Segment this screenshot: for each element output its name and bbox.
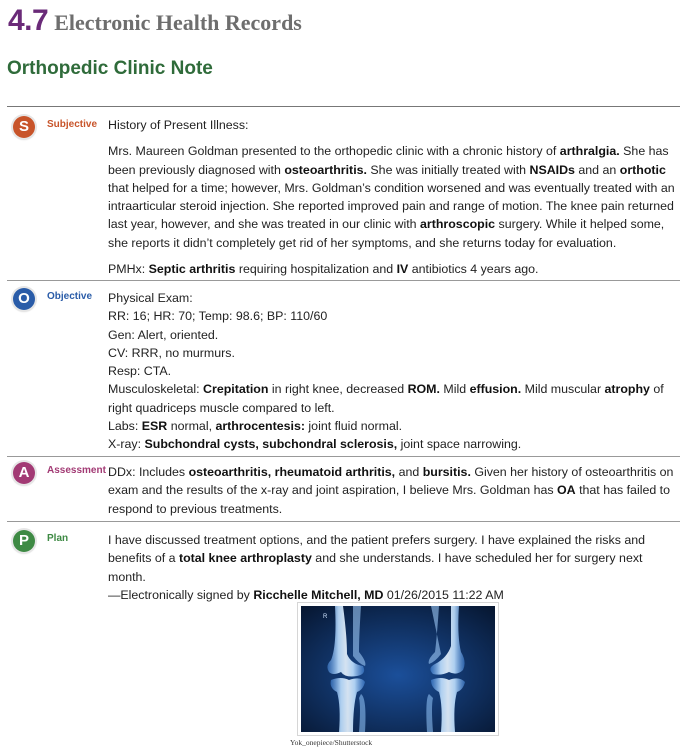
subjective-letter-badge: S (13, 116, 35, 138)
divider (7, 521, 680, 522)
gen-line: Gen: Alert, oriented. (108, 327, 219, 342)
knee-xray-illustration (301, 606, 495, 732)
pmhx-line: PMHx: Septic arthritis requiring hospitalization and IV antibiotics 4 years ago. (108, 262, 539, 277)
resp-line: Resp: CTA. (108, 364, 172, 379)
objective-label: Objective (47, 291, 93, 302)
chapter-header (8, 4, 302, 38)
assessment-letter-badge: A (13, 462, 35, 484)
divider (7, 456, 680, 457)
image-credit: Yok_onepiece/Shutterstock (290, 738, 373, 747)
divider (7, 106, 680, 107)
hpi-paragraph: Mrs. Maureen Goldman presented to the orthopedic clinic with a chronic history of arthralgia. She has been previously diagnosed with osteoarthritis. She was initially treated with NSAIDs and an orthotic that helped for a time; however, Mrs. Goldman’s condition worsened and was eventually treated with an intraarticular steroid injection. She reported improved pain and range of motion. The knee pain returned last year, however, and she was treated in our clinic with arthroscopic surgery. While it helped some, she reports it didn’t completely get rid of her symptoms, and she returns today for evaluation. (108, 144, 675, 250)
assessment-body (108, 463, 680, 518)
assessment-paragraph: DDx: Includes osteoarthritis, rheumatoid arthritis, and bursitis. Given her history of osteoarthritis on exam and the results of the x-ray and joint aspiration, I believe Mrs. Goldman has OA that has failed to respond to previous treatments. (108, 465, 674, 516)
exam-heading: Physical Exam: (108, 291, 193, 305)
vitals-line: RR: 16; HR: 70; Temp: 98.6; BP: 110/60 (108, 309, 328, 324)
plan-body (108, 531, 680, 604)
divider (7, 280, 680, 281)
msk-line: Musculoskeletal: Crepitation in right knee, decreased ROM. Mild effusion. Mild muscular atrophy of right quadriceps muscle compared to left. (108, 382, 664, 415)
objective-letter-badge: O (13, 288, 35, 310)
signature-line: —Electronically signed by Ricchelle Mitchell, MD 01/26/2015 11:22 AM (108, 587, 504, 602)
assessment-label: Assessment (47, 465, 106, 476)
note-title: Orthopedic Clinic Note (7, 58, 213, 79)
objective-body (108, 289, 680, 454)
xray-line: X-ray: Subchondral cysts, subchondral sclerosis, joint space narrowing. (108, 437, 522, 452)
chapter-number: 4.7 (8, 4, 49, 37)
subjective-body (108, 116, 680, 278)
plan-label: Plan (47, 533, 69, 544)
cv-line: CV: RRR, no murmurs. (108, 345, 235, 360)
subjective-heading: History of Present Illness: (108, 118, 249, 132)
knee-xray-image (297, 602, 499, 736)
subjective-label: Subjective (47, 119, 98, 130)
labs-line: Labs: ESR normal, arthrocentesis: joint fluid normal. (108, 419, 403, 434)
plan-letter-badge: P (13, 530, 35, 552)
plan-paragraph: I have discussed treatment options, and the patient prefers surgery. I have explained the risks and benefits of a total knee arthroplasty and she understands. I have scheduled her for surgery next month. (108, 533, 646, 584)
xray-marker: R (323, 614, 328, 620)
chapter-title: Electronic Health Records (54, 10, 302, 35)
